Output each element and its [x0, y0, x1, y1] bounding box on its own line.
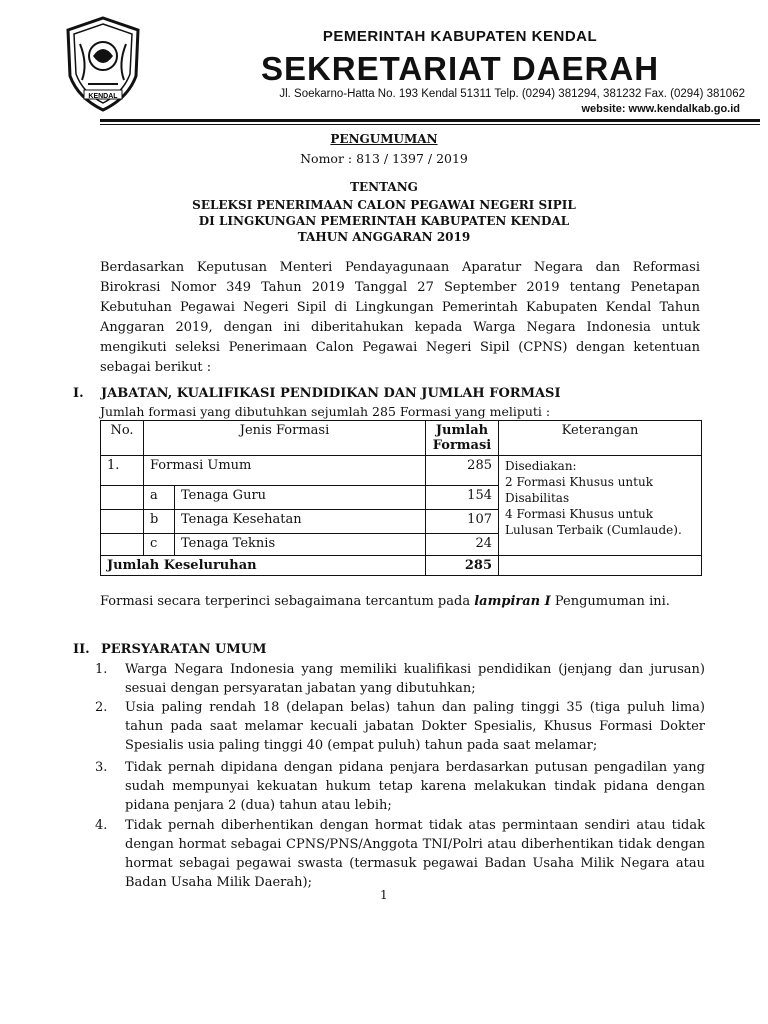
list-item-number: 4.: [95, 818, 108, 833]
formation-note: [100, 592, 700, 612]
section-1-heading: [73, 386, 561, 401]
seal-text: KENDAL: [88, 93, 118, 100]
intro-paragraph: Berdasarkan Keputusan Menteri Pendayagunaan Aparatur Negara dan Reformasi Birokrasi Nomor 349 Tahun 2019 Tanggal 27 September 2019 tentang Penetapan Kebutuhan Pegawai Negeri Sipil di Lingkungan Pemerintah Kabupaten Kendal Tahun Anggaran 2019, dengan ini diberitahukan kepada Warga Negara Indonesia untuk mengikuti seleksi Penerimaan Calon Pegawai Negeri Sipil (CPNS) dengan ketentuan sebagai berikut :: [100, 260, 700, 375]
announcement-about: TENTANG: [350, 180, 418, 194]
header-jumlah: Jumlah Formasi: [426, 421, 499, 456]
row-jumlah: 285: [426, 456, 499, 486]
formation-table: [100, 420, 702, 576]
announcement-number: Nomor : 813 / 1397 / 2019: [300, 151, 468, 166]
office-name: SEKRETARIAT DAERAH: [260, 50, 660, 87]
section-2-title: PERSYARATAN UMUM: [101, 642, 267, 657]
list-item-text: Warga Negara Indonesia yang memiliki kualifikasi pendidikan (jenjang dan jurusan) sesuai dengan persyaratan jabatan yang dibutuhkan;: [125, 662, 705, 696]
note-main: Formasi secara terperinci sebagaimana tercantum pada: [100, 594, 471, 609]
subject-line-2: DI LINGKUNGAN PEMERINTAH KABUPATEN KENDAL: [198, 214, 570, 228]
row-sub: a: [144, 486, 175, 510]
row-keterangan: Disediakan: 2 Formasi Khusus untuk Disabilitas 4 Formasi Khusus untuk Lulusan Terbaik (Cumlaude).: [499, 456, 702, 556]
section-2-number: II.: [73, 642, 90, 657]
section-1-title: JABATAN, KUALIFIKASI PENDIDIKAN DAN JUMLAH FORMASI: [101, 386, 561, 401]
row-no-empty: [101, 534, 144, 556]
table-header-row: [101, 421, 702, 456]
note-end: Pengumuman ini.: [554, 594, 670, 609]
subject-line-3: TAHUN ANGGARAN 2019: [297, 230, 471, 244]
total-keterangan-empty: [499, 556, 702, 576]
row-sub: c: [144, 534, 175, 556]
row-no-empty: [101, 486, 144, 510]
total-label: Jumlah Keseluruhan: [101, 556, 426, 576]
list-item-number: 3.: [95, 760, 108, 775]
page-number: 1: [380, 888, 388, 902]
row-jenis: Formasi Umum: [144, 456, 426, 486]
formation-lead: Jumlah formasi yang dibutuhkan sejumlah 285 Formasi yang meliputi :: [100, 404, 551, 419]
office-address: Jl. Soekarno-Hatta No. 193 Kendal 51311 Telp. (0294) 381294, 381232 Fax. (0294) 381062: [279, 88, 745, 100]
row-sub: b: [144, 510, 175, 534]
row-no: 1.: [101, 456, 144, 486]
note-lampiran: lampiran I: [474, 594, 551, 609]
row-jenis: Tenaga Guru: [175, 486, 426, 510]
office-website: website: www.kendalkab.go.id: [581, 103, 740, 115]
government-name: PEMERINTAH KABUPATEN KENDAL: [322, 28, 598, 45]
total-value: 285: [426, 556, 499, 576]
list-item-text: Tidak pernah dipidana dengan pidana penjara berdasarkan putusan pengadilan yang sudah mempunyai kekuatan hukum tetap karena melakukan tindak pidana dengan pidana penjara 2 (dua) tahun atau lebih;: [125, 760, 705, 813]
row-jumlah: 107: [426, 510, 499, 534]
header-no: No.: [101, 421, 144, 456]
list-item-number: 2.: [95, 700, 108, 715]
section-2-heading: [73, 642, 267, 657]
subject-line-1: SELEKSI PENERIMAAN CALON PEGAWAI NEGERI SIPIL: [192, 198, 576, 212]
row-jumlah: 24: [426, 534, 499, 556]
row-jenis: Tenaga Kesehatan: [175, 510, 426, 534]
row-jenis: Tenaga Teknis: [175, 534, 426, 556]
row-no-empty: [101, 510, 144, 534]
row-jumlah: 154: [426, 486, 499, 510]
section-1-number: I.: [73, 386, 84, 401]
announcement-title: PENGUMUMAN: [330, 132, 438, 146]
header-rule-thin: [100, 124, 760, 125]
table-row: [101, 456, 702, 486]
list-item-number: 1.: [95, 662, 108, 677]
list-item-text: Usia paling rendah 18 (delapan belas) tahun dan paling tinggi 35 (tiga puluh lima) tahun pada saat melamar kecuali jabatan Dokter Spesialis, Khusus Formasi Dokter Spesialis usia paling tinggi 40 (empat puluh) tahun pada saat melamar;: [125, 700, 705, 753]
kendal-seal-icon: [58, 14, 148, 114]
header-keterangan: Keterangan: [499, 421, 702, 456]
header-rule-thick: [100, 119, 760, 122]
table-total-row: [101, 556, 702, 576]
list-item-text: Tidak pernah diberhentikan dengan hormat tidak atas permintaan sendiri atau tidak dengan hormat sebagai CPNS/PNS/Anggota TNI/Polri atau diberhentikan tidak dengan hormat sebagai pegawai swasta (termasuk pegawai Badan Usaha Milik Negara atau Badan Usaha Milik Daerah);: [125, 818, 705, 890]
header-jenis: Jenis Formasi: [144, 421, 426, 456]
